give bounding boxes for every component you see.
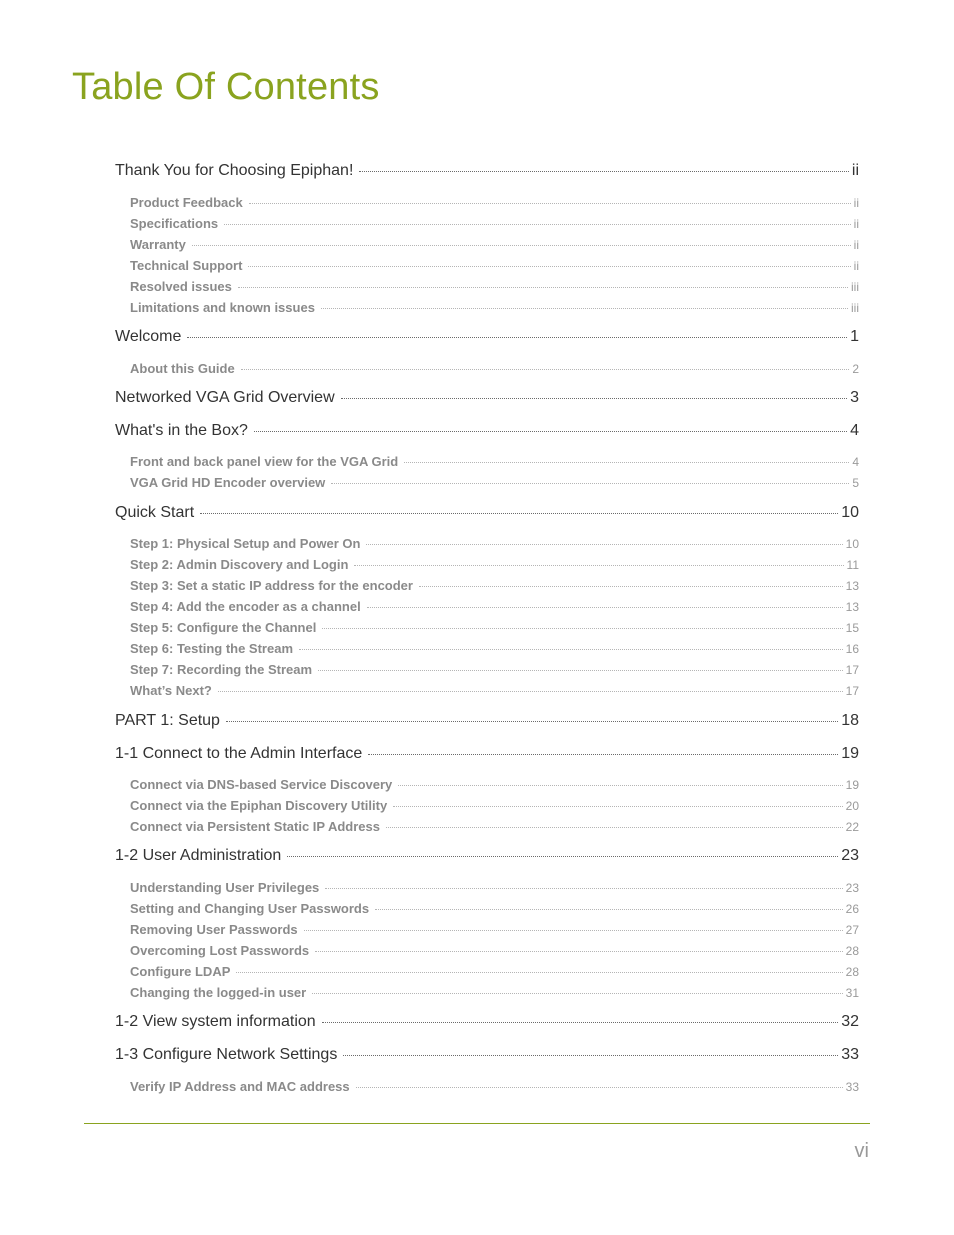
toc-entry-label: Verify IP Address and MAC address [130, 1079, 350, 1094]
toc-section-entry[interactable] [115, 922, 859, 937]
toc-chapter-entry[interactable] [115, 745, 859, 763]
toc-section-entry[interactable] [115, 1079, 859, 1094]
toc-section-entry[interactable] [115, 777, 859, 792]
toc-entry-page: 3 [850, 389, 859, 406]
dot-leader [325, 888, 842, 889]
toc-entry-page: 22 [845, 820, 859, 834]
toc-entry-label: Removing User Passwords [130, 922, 298, 937]
toc-entry-page: ii [851, 162, 859, 179]
toc-entry-label: Configure LDAP [130, 964, 231, 979]
toc-entry-page: 23 [841, 847, 859, 864]
toc-entry-page: 15 [845, 621, 859, 635]
dot-leader [331, 483, 849, 484]
toc-entry-page: 4 [850, 422, 859, 439]
toc-chapter-entry[interactable] [115, 847, 859, 865]
dot-leader [386, 827, 843, 828]
toc-section-entry[interactable] [115, 641, 859, 656]
toc-entry-label: Overcoming Lost Passwords [130, 943, 310, 958]
toc-entry-page: 18 [841, 712, 859, 729]
dot-leader [359, 171, 848, 172]
page-number: vi [854, 1140, 869, 1162]
toc-entry-label: Quick Start [115, 504, 195, 521]
toc-section-entry[interactable] [115, 819, 859, 834]
toc-entry-label: About this Guide [130, 361, 235, 376]
toc-entry-label: Warranty [130, 237, 186, 252]
toc-entry-label: Step 1: Physical Setup and Power On [130, 536, 361, 551]
dot-leader [375, 909, 843, 910]
toc-chapter-entry[interactable] [115, 504, 859, 522]
toc-entry-page: ii [853, 196, 859, 210]
toc-entry-label: Setting and Changing User Passwords [130, 901, 370, 916]
toc-section-entry[interactable] [115, 964, 859, 979]
toc-entry-label: Step 6: Testing the Stream [130, 641, 294, 656]
toc-entry-page: 17 [845, 684, 859, 698]
toc-entry-page: 16 [845, 642, 859, 656]
toc-entry-page: iii [851, 301, 859, 315]
toc-section-entry[interactable] [115, 901, 859, 916]
toc-section-entry[interactable] [115, 216, 859, 231]
dot-leader [238, 287, 848, 288]
dot-leader [398, 785, 842, 786]
toc-entry-page: 32 [841, 1013, 859, 1030]
dot-leader [254, 431, 847, 432]
toc-entry-label: Welcome [115, 328, 182, 345]
toc-entry-label: Step 4: Add the encoder as a channel [130, 599, 361, 614]
toc-section-entry[interactable] [115, 454, 859, 469]
toc-entry-page: 1 [850, 328, 859, 345]
dot-leader [315, 951, 842, 952]
dot-leader [218, 691, 843, 692]
dot-leader [341, 398, 847, 399]
dot-leader [404, 462, 849, 463]
toc-section-entry[interactable] [115, 880, 859, 895]
dot-leader [322, 628, 842, 629]
toc-entry-page: 13 [845, 579, 859, 593]
toc-section-entry[interactable] [115, 943, 859, 958]
dot-leader [322, 1022, 839, 1023]
toc-entry-label: VGA Grid HD Encoder overview [130, 475, 326, 490]
dot-leader [226, 721, 838, 722]
toc-entry-label: Specifications [130, 216, 219, 231]
dot-leader [321, 308, 848, 309]
toc-entry-page: 33 [845, 1080, 859, 1094]
dot-leader [304, 930, 843, 931]
toc-entry-page: 27 [845, 923, 859, 937]
page-title: Table Of Contents [72, 66, 380, 108]
footer-divider [84, 1123, 870, 1124]
toc-entry-page: ii [853, 259, 859, 273]
dot-leader [318, 670, 843, 671]
dot-leader [241, 369, 850, 370]
toc-entry-page: 10 [841, 504, 859, 521]
toc-entry-label: Step 2: Admin Discovery and Login [130, 557, 349, 572]
dot-leader [248, 266, 850, 267]
toc-entry-label: Step 5: Configure the Channel [130, 620, 317, 635]
toc-section-entry[interactable] [115, 662, 859, 677]
toc-chapter-entry[interactable] [115, 389, 859, 407]
toc-entry-label: Front and back panel view for the VGA Grid [130, 454, 399, 469]
toc-entry-page: 19 [845, 778, 859, 792]
toc-section-entry[interactable] [115, 300, 859, 315]
toc-entry-page: 28 [845, 944, 859, 958]
dot-leader [366, 544, 842, 545]
toc-entry-label: Connect via the Epiphan Discovery Utility [130, 798, 388, 813]
toc-section-entry[interactable] [115, 475, 859, 490]
toc-entry-page: 5 [852, 476, 859, 490]
toc-chapter-entry[interactable] [115, 1013, 859, 1031]
toc-entry-label: Step 7: Recording the Stream [130, 662, 313, 677]
toc-entry-label: PART 1: Setup [115, 712, 220, 729]
toc-section-entry[interactable] [115, 557, 859, 572]
toc-entry-label: Changing the logged-in user [130, 985, 307, 1000]
dot-leader [343, 1055, 838, 1056]
toc-chapter-entry[interactable] [115, 712, 859, 730]
toc-section-entry[interactable] [115, 578, 859, 593]
dot-leader [368, 754, 838, 755]
toc-entry-page: 33 [841, 1046, 859, 1063]
dot-leader [299, 649, 843, 650]
toc-entry-page: 19 [841, 745, 859, 762]
toc-entry-page: 2 [852, 362, 859, 376]
toc-entry-label: Step 3: Set a static IP address for the encoder [130, 578, 413, 593]
toc-entry-page: 4 [852, 455, 859, 469]
dot-leader [393, 806, 842, 807]
toc-entry-page: 20 [845, 799, 859, 813]
toc-entry-page: 31 [845, 986, 859, 1000]
toc-section-entry[interactable] [115, 258, 859, 273]
dot-leader [367, 607, 843, 608]
toc-entry-label: Networked VGA Grid Overview [115, 389, 335, 406]
toc-section-entry[interactable] [115, 985, 859, 1000]
toc-section-entry[interactable] [115, 237, 859, 252]
dot-leader [419, 586, 843, 587]
toc-entry-label: 1-1 Connect to the Admin Interface [115, 745, 363, 762]
toc-entry-page: 11 [846, 558, 859, 572]
toc-section-entry[interactable] [115, 195, 859, 210]
toc-entry-label: Product Feedback [130, 195, 243, 210]
toc-chapter-entry[interactable] [115, 1046, 859, 1064]
toc-section-entry[interactable] [115, 683, 859, 698]
table-of-contents [115, 0, 859, 1235]
toc-section-entry[interactable] [115, 599, 859, 614]
toc-entry-page: 23 [845, 881, 859, 895]
toc-entry-label: 1-3 Configure Network Settings [115, 1046, 338, 1063]
toc-entry-label: Technical Support [130, 258, 243, 273]
toc-entry-label: Limitations and known issues [130, 300, 315, 315]
dot-leader [312, 993, 842, 994]
toc-entry-label: Connect via DNS-based Service Discovery [130, 777, 393, 792]
dot-leader [356, 1087, 843, 1088]
dot-leader [236, 972, 842, 973]
toc-entry-label: Connect via Persistent Static IP Address [130, 819, 380, 834]
toc-section-entry[interactable] [115, 361, 859, 376]
toc-section-entry[interactable] [115, 798, 859, 813]
toc-chapter-entry[interactable] [115, 422, 859, 440]
dot-leader [354, 565, 843, 566]
toc-entry-label: 1-2 View system information [115, 1013, 316, 1030]
dot-leader [187, 337, 847, 338]
toc-chapter-entry[interactable] [115, 162, 859, 180]
toc-entry-page: 13 [845, 600, 859, 614]
toc-entry-page: iii [851, 280, 859, 294]
toc-entry-label: What’s Next? [130, 683, 212, 698]
dot-leader [192, 245, 851, 246]
dot-leader [287, 856, 838, 857]
toc-entry-page: ii [853, 238, 859, 252]
toc-entry-page: 26 [845, 902, 859, 916]
dot-leader [200, 513, 838, 514]
toc-entry-label: What's in the Box? [115, 422, 248, 439]
toc-entry-label: Understanding User Privileges [130, 880, 320, 895]
toc-entry-label: Thank You for Choosing Epiphan! [115, 162, 354, 179]
dot-leader [224, 224, 851, 225]
toc-entry-label: 1-2 User Administration [115, 847, 282, 864]
toc-chapter-entry[interactable] [115, 328, 859, 346]
toc-entry-label: Resolved issues [130, 279, 232, 294]
toc-entry-page: ii [853, 217, 859, 231]
toc-section-entry[interactable] [115, 620, 859, 635]
dot-leader [249, 203, 851, 204]
toc-section-entry[interactable] [115, 279, 859, 294]
toc-entry-page: 28 [845, 965, 859, 979]
toc-entry-page: 17 [845, 663, 859, 677]
toc-section-entry[interactable] [115, 536, 859, 551]
toc-entry-page: 10 [845, 537, 859, 551]
